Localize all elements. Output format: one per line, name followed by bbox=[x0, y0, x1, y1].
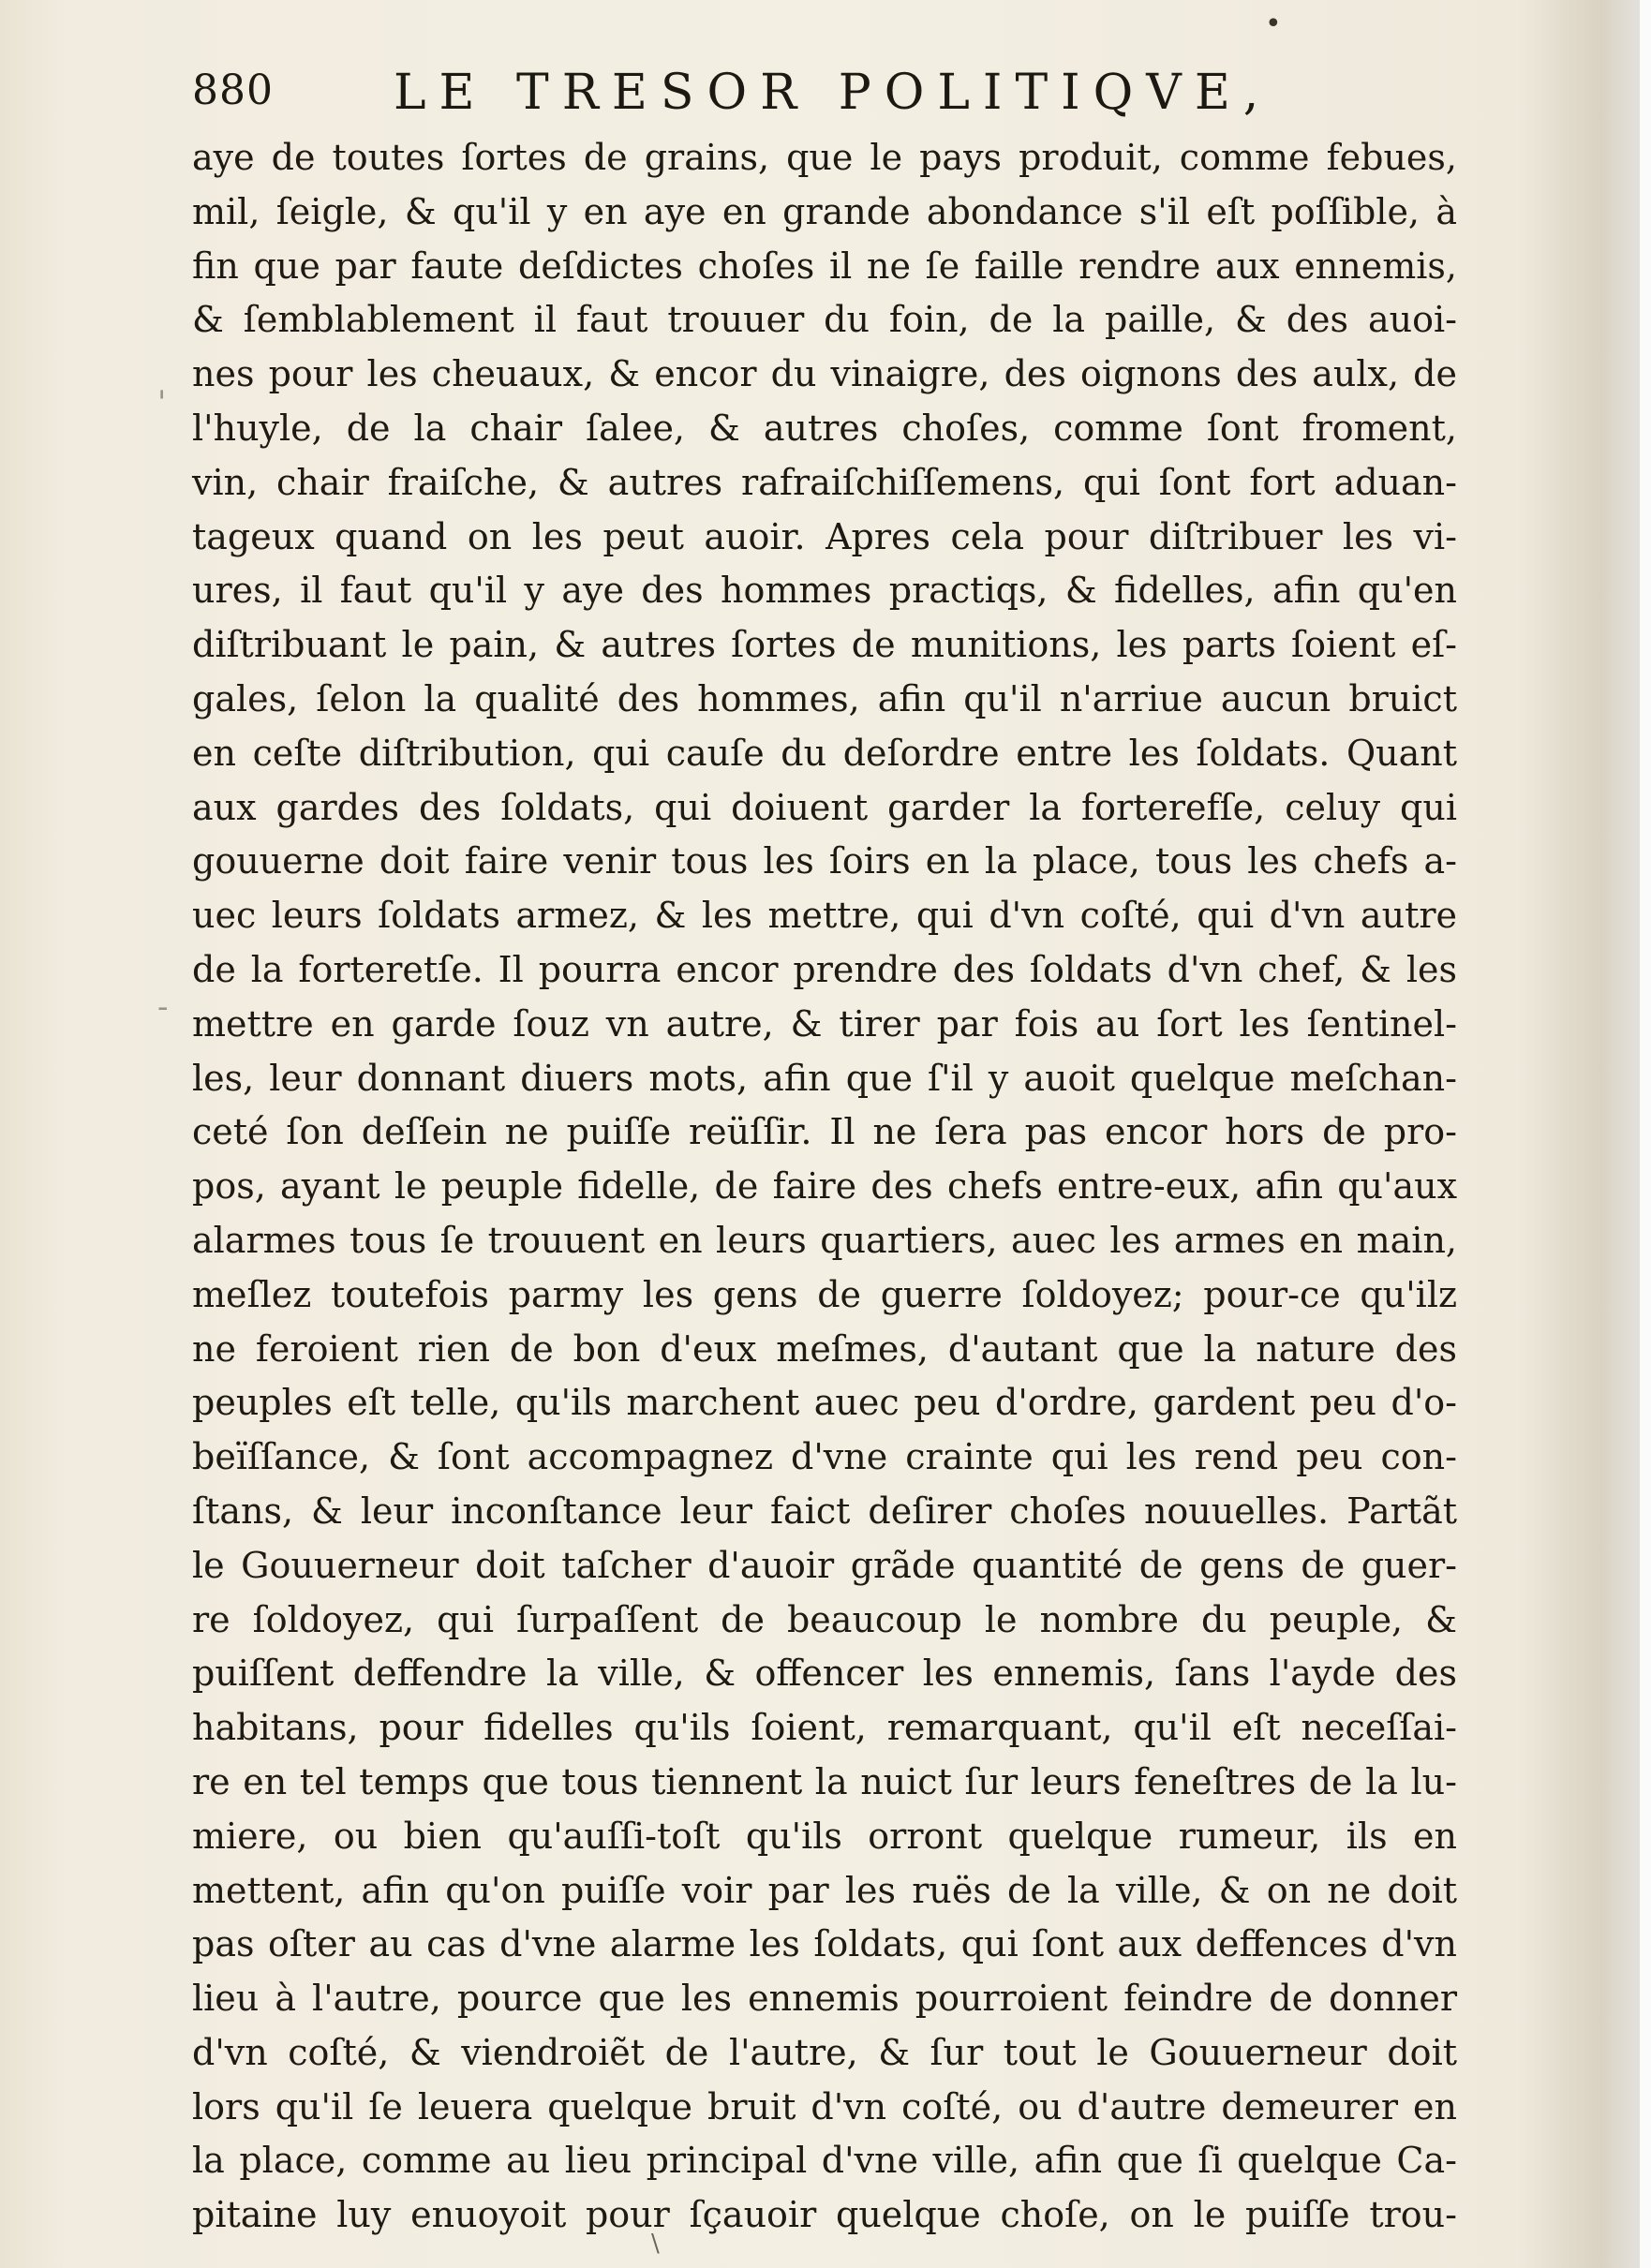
text-line: en ceſte diſtribution, qui cauſe du deſordre entre les ſoldats. Quant bbox=[192, 732, 1457, 774]
text-line: l'huyle, de la chair ſalee, & autres choſes, comme ſont froment, bbox=[192, 407, 1457, 449]
text-line: beïſſance, & ſont accompagnez d'vne crainte qui les rend peu con- bbox=[192, 1436, 1457, 1478]
text-line: tageux quand on les peut auoir. Apres cela pour diſtribuer les vi- bbox=[192, 515, 1457, 557]
body-text bbox=[192, 131, 1466, 2243]
text-line: pas oſter au cas d'vne alarme les ſoldats, qui ſont aux deffences d'vn bbox=[192, 1923, 1457, 1965]
page-header bbox=[192, 61, 1272, 126]
text-line: pitaine luy enuoyoit pour ſçauoir quelque choſe, on le puiſſe trou- bbox=[192, 2194, 1457, 2236]
text-line: aye de toutes ſortes de grains, que le pays produit, comme febues, bbox=[192, 137, 1457, 178]
running-title: LE TRESOR POLITIQVE, bbox=[394, 65, 1272, 121]
text-line: le Gouuerneur doit taſcher d'auoir grãde quantité de gens de guer- bbox=[192, 1544, 1457, 1586]
text-line: ures, il faut qu'il y aye des hommes practiqs, & fidelles, afin qu'en bbox=[192, 570, 1457, 612]
text-line: fin que par faute deſdictes choſes il ne ſe faille rendre aux ennemis, bbox=[192, 245, 1457, 287]
text-line: ne feroient rien de bon d'eux meſmes, d'autant que la nature des bbox=[192, 1327, 1457, 1370]
text-line: mil, ſeigle, & qu'il y en aye en grande abondance s'il eſt poſſible, à bbox=[192, 190, 1457, 232]
page-number: 880 bbox=[192, 67, 274, 114]
text-line: re en tel temps que tous tiennent la nuict ſur leurs feneſtres de la lu- bbox=[192, 1760, 1457, 1802]
text-line: ceté ſon deſſein ne puiſſe reüſſir. Il ne ſera pas encor hors de pro- bbox=[192, 1111, 1457, 1153]
text-line: meſlez toutefois parmy les gens de guerre ſoldoyez; pour-ce qu'ilz bbox=[192, 1273, 1457, 1315]
margin-mark: - bbox=[157, 988, 169, 1026]
text-line: peuples eſt telle, qu'ils marchent auec peu d'ordre, gardent peu d'o- bbox=[192, 1382, 1457, 1424]
text-line: re ſoldoyez, qui ſurpaſſent de beaucoup le nombre du peuple, & bbox=[192, 1598, 1457, 1640]
page-edge bbox=[1640, 0, 1651, 2268]
text-line: la place, comme au lieu principal d'vne ville, afin que ſi quelque Ca- bbox=[192, 2140, 1457, 2182]
text-line: uec leurs ſoldats armez, & les mettre, qui d'vn coſté, qui d'vn autre bbox=[192, 895, 1457, 937]
text-line: aux gardes des ſoldats, qui doiuent garder la forterefſe, celuy qui bbox=[192, 786, 1457, 828]
text-line: habitans, pour fidelles qu'ils ſoient, remarquant, qu'il eſt neceſſai- bbox=[192, 1707, 1457, 1749]
text-line: gales, ſelon la qualité des hommes, afin qu'il n'arriue aucun bruict bbox=[192, 677, 1457, 719]
page-gutter-shadow bbox=[1602, 0, 1640, 2268]
text-line: pos, ayant le peuple fidelle, de faire des chefs entre-eux, afin qu'aux bbox=[192, 1165, 1457, 1208]
ink-dot-mark: • bbox=[1265, 7, 1282, 40]
bottom-mark: \ bbox=[651, 2230, 660, 2258]
text-line: alarmes tous ſe trouuent en leurs quartiers, auec les armes en main, bbox=[192, 1219, 1457, 1261]
text-line: mettre en garde ſouz vn autre, & tirer par fois au ſort les ſentinel- bbox=[192, 1002, 1457, 1045]
text-line: ſtans, & leur inconſtance leur faict deſirer choſes nouuelles. Partãt bbox=[192, 1490, 1457, 1532]
text-line: lieu à l'autre, pource que les ennemis pourroient feindre de donner bbox=[192, 1978, 1457, 2020]
margin-mark: ' bbox=[157, 384, 167, 422]
text-line: gouuerne doit faire venir tous les ſoirs en la place, tous les chefs a- bbox=[192, 840, 1457, 882]
text-line: nes pour les cheuaux, & encor du vinaigre, des oignons des aulx, de bbox=[192, 353, 1457, 395]
text-line: les, leur donnant diuers mots, afin que ſ'il y auoit quelque meſchan- bbox=[192, 1057, 1457, 1099]
text-line: d'vn coſté, & viendroiẽt de l'autre, & ſur tout le Gouuerneur doit bbox=[192, 2031, 1457, 2073]
text-line: mettent, afin qu'on puiſſe voir par les ruës de la ville, & on ne doit bbox=[192, 1869, 1457, 1911]
text-line: de la forteretſe. Il pourra encor prendre des ſoldats d'vn chef, & les bbox=[192, 948, 1457, 990]
text-line: & ſemblablement il faut trouuer du foin, de la paille, & des auoi- bbox=[192, 299, 1457, 341]
text-line: miere, ou bien qu'auſſi-toſt qu'ils orront quelque rumeur, ils en bbox=[192, 1815, 1457, 1857]
text-line: diſtribuant le pain, & autres ſortes de munitions, les parts ſoient eſ- bbox=[192, 624, 1457, 666]
text-line: lors qu'il ſe leuera quelque bruit d'vn coſté, ou d'autre demeurer en bbox=[192, 2085, 1457, 2127]
text-line: puiſſent deffendre la ville, & offencer les ennemis, ſans l'ayde des bbox=[192, 1653, 1457, 1695]
text-line: vin, chair fraiſche, & autres rafraiſchiſſemens, qui ſont fort aduan- bbox=[192, 461, 1457, 503]
